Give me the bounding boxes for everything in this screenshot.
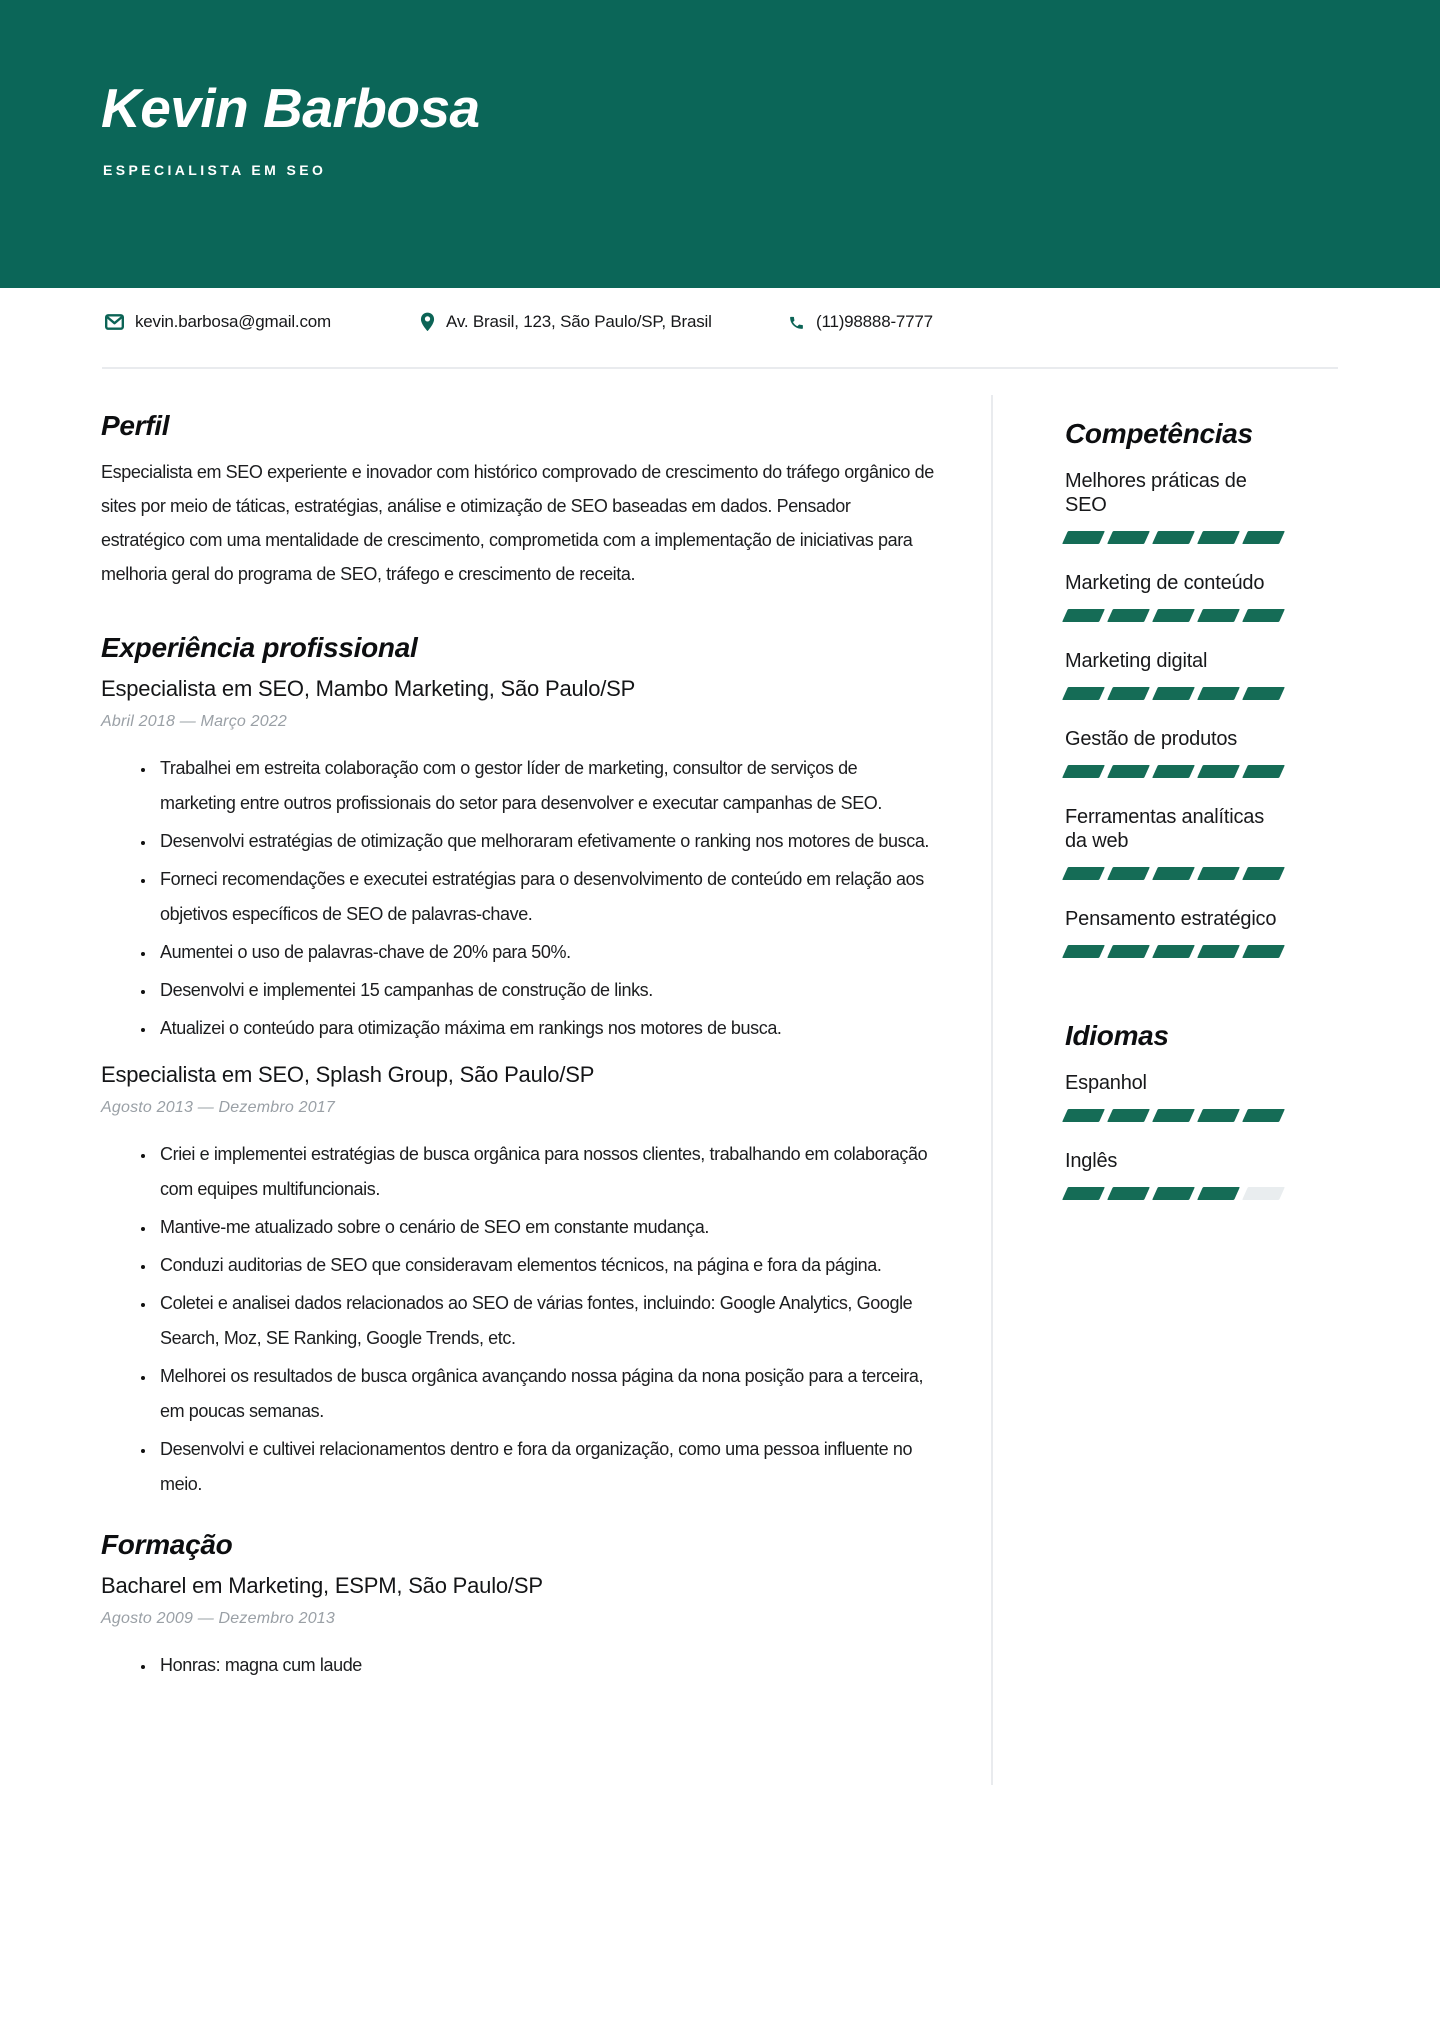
bar-segment-filled [1107,609,1150,622]
bar-segment-filled [1107,867,1150,880]
job-bullet-item: • Aumentei o uso de palavras-chave de 20% para 50%. [156,935,937,970]
contact-row [0,288,1440,367]
skill-level-bar [1065,867,1278,880]
education-degree: Bacharel em Marketing, ESPM, São Paulo/SP [101,1573,543,1598]
contact-email-text: kevin.barbosa@gmail.com [135,312,331,331]
envelope-icon [105,314,124,330]
skill-item [1065,639,1278,700]
bar-segment-filled [1242,765,1285,778]
language-label: Espanhol [1065,1072,1147,1094]
bar-segment-filled [1107,531,1150,544]
skill-item [1065,897,1278,958]
bar-segment-filled [1152,687,1195,700]
bar-segment-filled [1152,1187,1195,1200]
bar-segment-filled [1062,867,1105,880]
bar-segment-filled [1062,687,1105,700]
bar-segment-filled [1062,945,1105,958]
bar-segment-filled [1107,945,1150,958]
bar-segment-filled [1242,867,1285,880]
languages-list [1065,1061,1278,1200]
job-bullet-item: • Coletei e analisei dados relacionados ao SEO de várias fontes, incluindo: Google Analytics, Google Search, Moz, SE Ranking, Google Trends, etc. [156,1286,937,1356]
experience-section-heading: Experiência profissional [101,632,418,663]
education-entry [101,1573,937,1683]
skills-section-heading: Competências [1065,418,1253,449]
skill-label: Pensamento estratégico [1065,908,1277,930]
skills-list [1065,459,1278,958]
skill-item [1065,795,1278,880]
skill-level-bar [1065,609,1278,622]
skill-item [1065,717,1278,778]
skill-label: Ferramentas analíticas da web [1065,806,1265,852]
skill-item [1065,459,1278,544]
bar-segment-filled [1197,1109,1240,1122]
skill-level-bar [1065,1187,1278,1200]
bar-segment-filled [1152,765,1195,778]
bar-segment-filled [1107,765,1150,778]
skill-label: Gestão de produtos [1065,728,1238,750]
job-dates: Abril 2018 — Março 2022 [101,713,288,730]
bar-segment-filled [1242,531,1285,544]
skill-label: Melhores práticas de SEO [1065,470,1247,516]
bar-segment-filled [1152,1109,1195,1122]
bar-segment-filled [1107,687,1150,700]
skill-level-bar [1065,687,1278,700]
bar-segment-empty [1242,1187,1285,1200]
profile-text: Especialista em SEO experiente e inovador com histórico comprovado de crescimento do tráfego orgânico de sites por meio de táticas, estratégias, análise e otimização de SEO baseadas em dados. Pensador estratégico com uma mentalidade de crescimento, comprometida com a implementação de iniciativas para melhoria geral do programa de SEO, tráfego e crescimento de receita. [101,462,934,584]
content-area [0,369,1440,1785]
profile-section-heading: Perfil [101,410,170,441]
bar-segment-filled [1197,1187,1240,1200]
bar-segment-filled [1197,945,1240,958]
job-entry [101,1062,937,1502]
contact-email [105,312,331,332]
job-entry [101,676,937,1046]
skill-level-bar [1065,945,1278,958]
skill-label: Marketing digital [1065,650,1208,672]
education-section-heading: Formação [101,1529,233,1560]
bar-segment-filled [1242,687,1285,700]
bar-segment-filled [1062,531,1105,544]
contact-phone-text: (11)98888-7777 [816,312,933,331]
bar-segment-filled [1107,1109,1150,1122]
sidebar-column [993,395,1278,1217]
job-bullets [101,1137,937,1502]
main-column [101,395,937,1686]
bar-segment-filled [1197,765,1240,778]
bar-segment-filled [1062,609,1105,622]
job-bullet-item: • Conduzi auditorias de SEO que consideravam elementos técnicos, na página e fora da página. [156,1248,937,1283]
bar-segment-filled [1242,1109,1285,1122]
experience-jobs [101,676,937,1502]
job-bullet-item: • Desenvolvi estratégias de otimização que melhoraram efetivamente o ranking nos motores de busca. [156,824,937,859]
bar-segment-filled [1152,945,1195,958]
bar-segment-filled [1107,1187,1150,1200]
bar-segment-filled [1152,867,1195,880]
education-bullets [101,1648,937,1683]
languages-section-heading: Idiomas [1065,1020,1169,1051]
contact-address [420,312,712,332]
skill-item [1065,561,1278,622]
education-dates: Agosto 2009 — Dezembro 2013 [101,1610,335,1627]
bar-segment-filled [1062,765,1105,778]
language-label: Inglês [1065,1150,1118,1172]
bar-segment-filled [1152,609,1195,622]
bar-segment-filled [1242,609,1285,622]
job-bullet-item: • Trabalhei em estreita colaboração com o gestor líder de marketing, consultor de serviços de marketing entre outros profissionais do setor para desenvolver e executar campanhas de SEO. [156,751,937,821]
job-title: Especialista em SEO, Splash Group, São Paulo/SP [101,1062,595,1087]
sidebar-spacer [1065,975,1278,1005]
bar-segment-filled [1152,531,1195,544]
job-title: Especialista em SEO, Mambo Marketing, São Paulo/SP [101,676,636,701]
skill-level-bar [1065,531,1278,544]
language-item [1065,1139,1278,1200]
bar-segment-filled [1062,1187,1105,1200]
map-pin-icon [420,312,435,332]
skill-level-bar [1065,765,1278,778]
skill-level-bar [1065,1109,1278,1122]
phone-icon [788,314,805,331]
bar-segment-filled [1062,1109,1105,1122]
job-dates: Agosto 2013 — Dezembro 2017 [101,1099,335,1116]
bar-segment-filled [1197,687,1240,700]
job-bullet-item: • Desenvolvi e cultivei relacionamentos dentro e fora da organização, como uma pessoa influente no meio. [156,1432,937,1502]
job-bullet-item: • Melhorei os resultados de busca orgânica avançando nossa página da nona posição para a terceira, em poucas semanas. [156,1359,937,1429]
contact-address-text: Av. Brasil, 123, São Paulo/SP, Brasil [446,312,712,331]
header-band [0,0,1440,288]
contact-phone [788,312,933,332]
bar-segment-filled [1197,867,1240,880]
job-bullet-item: • Mantive-me atualizado sobre o cenário de SEO em constante mudança. [156,1210,937,1245]
job-bullet-item: • Forneci recomendações e executei estratégias para o desenvolvimento de conteúdo em relação aos objetivos específicos de SEO de palavras-chave. [156,862,937,932]
job-bullet-item: • Desenvolvi e implementei 15 campanhas de construção de links. [156,973,937,1008]
skill-label: Marketing de conteúdo [1065,572,1265,594]
job-bullet-item: • Atualizei o conteúdo para otimização máxima em rankings nos motores de busca. [156,1011,937,1046]
person-name: Kevin Barbosa [101,77,480,139]
education-bullet-item: • Honras: magna cum laude [156,1648,937,1683]
job-bullet-item: • Criei e implementei estratégias de busca orgânica para nossos clientes, trabalhando em colaboração com equipes multifuncionais. [156,1137,937,1207]
job-bullets [101,751,937,1046]
bar-segment-filled [1197,609,1240,622]
person-job-title: ESPECIALISTA EM SEO [103,161,327,178]
bar-segment-filled [1242,945,1285,958]
language-item [1065,1061,1278,1122]
bar-segment-filled [1197,531,1240,544]
